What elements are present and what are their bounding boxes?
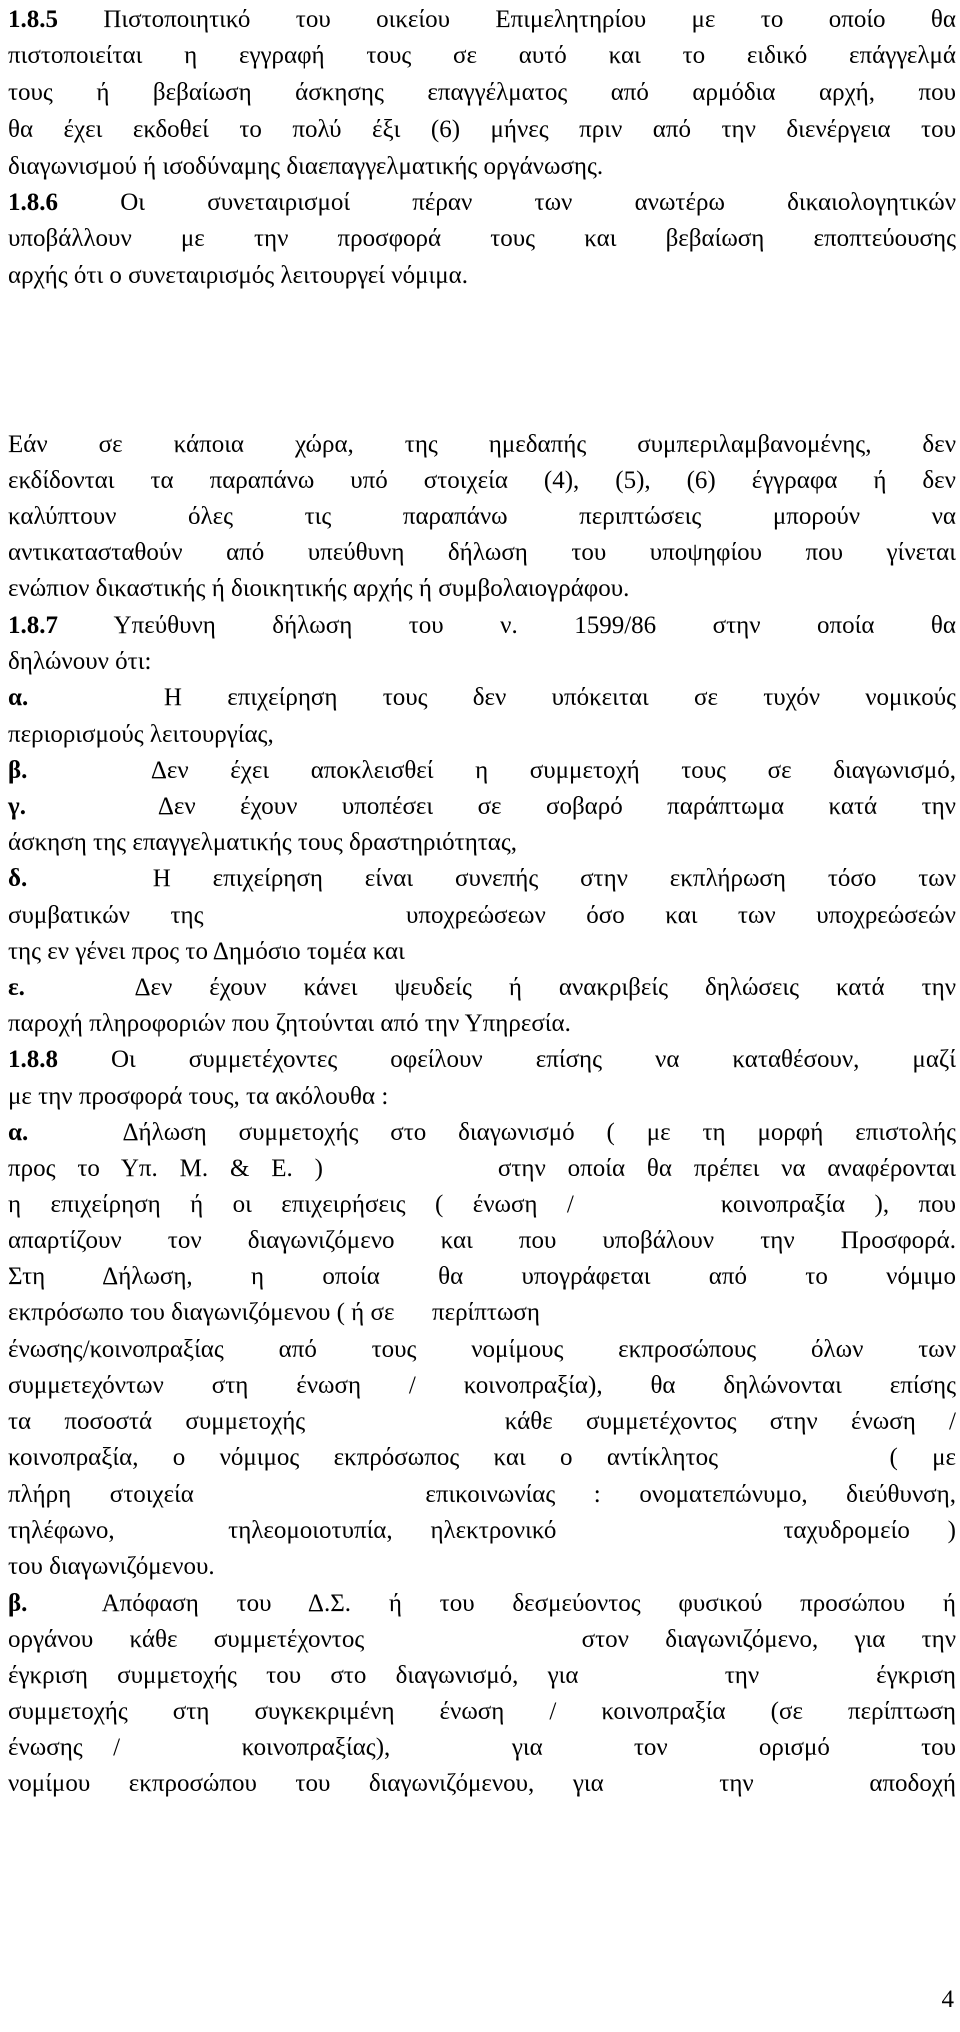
text-line (8, 78, 956, 108)
line-text: Απόφαση του Δ.Σ. ή του δεσμεύοντος φυσικού προσώπου ή (27, 1590, 956, 1617)
line-text: αρχής ότι ο συνεταιρισμός λειτουργεί νόμιμα. (8, 262, 468, 289)
line-text: διαγωνισμού ή ισοδύναμης διαεπαγγελματικής οργάνωσης. (8, 153, 604, 180)
line-text: υποβάλλουν με την προσφορά τους και βεβαίωση εποπτεύουσης (8, 225, 956, 252)
line-text: συμμετεχόντων στη ένωση / κοινοπραξία), θα δηλώνονται επίσης (8, 1372, 956, 1399)
line-text: Οι συνεταιρισμοί πέραν των ανωτέρω δικαιολογητικών (58, 189, 956, 216)
line-text: απαρτίζουν τον διαγωνιζόμενο και που υποβάλουν την Προσφορά. (8, 1227, 956, 1254)
line-text: νομίμου εκπροσώπου του διαγωνιζόμενου, για την αποδοχή (8, 1770, 956, 1797)
item-number: 1.8.5 (8, 6, 58, 33)
line-text: ένωσης / κοινοπραξίας), για τον ορισμό του (8, 1734, 956, 1761)
line-text: έγκριση συμμετοχής του στο διαγωνισμό, για την έγκριση (8, 1662, 956, 1689)
line-text: εκπρόσωπο του διαγωνιζόμενου ( ή σε περίπτωση (8, 1299, 540, 1326)
line-text: Οι συμμετέχοντες οφείλουν επίσης να καταθέσουν, μαζί (58, 1046, 956, 1073)
text-line (8, 1371, 956, 1401)
text-line (8, 41, 956, 71)
text-line (8, 430, 956, 460)
text-line (8, 1661, 956, 1691)
text-line (8, 1407, 956, 1437)
item-number: γ. (8, 793, 26, 820)
text-line (8, 224, 956, 254)
line-text: εκδίδονται τα παραπάνω υπό στοιχεία (4), (5), (6) έγγραφα ή δεν (8, 467, 956, 494)
line-text: άσκηση της επαγγελματικής τους δραστηριότητας, (8, 829, 518, 856)
line-text: της εν γένει προς το Δημόσιο τομέα και (8, 938, 405, 965)
line-text: πιστοποιείται η εγγραφή τους σε αυτό και το ειδικό επάγγελμά (8, 42, 956, 69)
text-line (8, 1154, 956, 1184)
line-text: Η επιχείρηση είναι συνεπής στην εκπλήρωση τόσο των (27, 865, 956, 892)
item-number: α. (8, 684, 29, 711)
text-line (8, 502, 956, 532)
text-line (8, 1589, 956, 1619)
text-line (8, 1082, 956, 1112)
text-line (8, 1190, 956, 1220)
line-text: Δήλωση συμμετοχής στο διαγωνισμό ( με τη μορφή επιστολής (28, 1119, 956, 1146)
line-text: τους ή βεβαίωση άσκησης επαγγέλματος από αρμόδια αρχή, που (8, 79, 956, 106)
text-line (8, 1118, 956, 1148)
text-line (8, 611, 956, 641)
line-text: περιορισμούς λειτουργίας, (8, 721, 274, 748)
line-text: προς το Υπ. Μ. & Ε. ) στην οποία θα πρέπει να αναφέρονται (8, 1155, 956, 1182)
line-text: Πιστοποιητικό του οικείου Επιμελητηρίου με το οποίο θα (58, 6, 956, 33)
text-line (8, 1443, 956, 1473)
text-line (8, 1335, 956, 1365)
line-text: ένωσης/κοινοπραξίας από τους νομίμους εκπροσώπους όλων των (8, 1336, 956, 1363)
line-text: καλύπτουν όλες τις παραπάνω περιπτώσεις μπορούν να (8, 503, 956, 530)
item-number: β. (8, 757, 28, 784)
line-text: ενώπιον δικαστικής ή διοικητικής αρχής ή συμβολαιογράφου. (8, 575, 630, 602)
line-text: Στη Δήλωση, η οποία θα υπογράφεται από το νόμιμο (8, 1263, 956, 1290)
text-line (8, 720, 956, 750)
line-text: με την προσφορά τους, τα ακόλουθα : (8, 1083, 389, 1110)
text-line (8, 5, 956, 35)
line-text: δηλώνουν ότι: (8, 648, 152, 675)
line-text: Δεν έχουν υποπέσει σε σοβαρό παράπτωμα κατά την (25, 793, 956, 820)
text-line (8, 683, 956, 713)
line-text: Η επιχείρηση τους δεν υπόκειται σε τυχόν νομικούς (28, 684, 956, 711)
text-line (8, 1045, 956, 1075)
text-line (8, 973, 956, 1003)
text-line (8, 1480, 956, 1510)
item-number: δ. (8, 865, 28, 892)
item-number: α. (8, 1119, 29, 1146)
text-line (8, 152, 956, 182)
line-text: τα ποσοστά συμμετοχής κάθε συμμετέχοντος στην ένωση / (8, 1408, 956, 1435)
item-number: β. (8, 1590, 28, 1617)
text-line (8, 1625, 956, 1655)
item-number: 1.8.8 (8, 1046, 58, 1073)
line-text: συμβατικών της υποχρεώσεων όσο και των υποχρεώσεών (8, 902, 956, 929)
text-line (8, 1009, 956, 1039)
text-line (8, 1516, 956, 1546)
text-line (8, 756, 956, 786)
line-text: αντικατασταθούν από υπεύθυνη δήλωση του υποψηφίου που γίνεται (8, 539, 956, 566)
line-text: Δεν έχουν κάνει ψευδείς ή ανακριβείς δηλώσεις κατά την (24, 974, 956, 1001)
page-number: 4 (941, 1986, 954, 2013)
text-line (8, 1697, 956, 1727)
text-line (8, 792, 956, 822)
text-line (8, 864, 956, 894)
text-line (8, 466, 956, 496)
item-number: 1.8.7 (8, 612, 58, 639)
text-line (8, 937, 956, 967)
line-text: παροχή πληροφοριών που ζητούνται από την Υπηρεσία. (8, 1010, 571, 1037)
line-text: του διαγωνιζόμενου. (8, 1553, 215, 1580)
line-text: πλήρη στοιχεία επικοινωνίας : ονοματεπώνυμο, διεύθυνση, (8, 1481, 956, 1508)
text-line (8, 1226, 956, 1256)
line-text: κοινοπραξία, ο νόμιμος εκπρόσωπος και ο αντίκλητος ( με (8, 1444, 956, 1471)
line-text: συμμετοχής στη συγκεκριμένη ένωση / κοινοπραξία (σε περίπτωση (8, 1698, 956, 1725)
line-text: τηλέφωνο, τηλεομοιοτυπία, ηλεκτρονικό ταχυδρομείο ) (8, 1517, 956, 1544)
text-line (8, 261, 956, 291)
text-line (8, 574, 956, 604)
text-line (8, 1262, 956, 1292)
line-text: Υπεύθυνη δήλωση του ν. 1599/86 στην οποία θα (58, 612, 956, 639)
line-text: η επιχείρηση ή οι επιχειρήσεις ( ένωση / κοινοπραξία ), που (8, 1191, 956, 1218)
item-number: 1.8.6 (8, 189, 58, 216)
text-line (8, 1769, 956, 1799)
line-text: οργάνου κάθε συμμετέχοντος στον διαγωνιζόμενο, για την (8, 1626, 956, 1653)
line-text: Εάν σε κάποια χώρα, της ημεδαπής συμπεριλαμβανομένης, δεν (8, 431, 956, 458)
text-line (8, 188, 956, 218)
line-text: Δεν έχει αποκλεισθεί η συμμετοχή τους σε διαγωνισμό, (27, 757, 956, 784)
text-line (8, 1552, 956, 1582)
text-line (8, 115, 956, 145)
text-line (8, 538, 956, 568)
line-text: θα έχει εκδοθεί το πολύ έξι (6) μήνες πριν από την διενέργεια του (8, 116, 956, 143)
text-line (8, 647, 956, 677)
item-number: ε. (8, 974, 25, 1001)
text-line (8, 901, 956, 931)
text-line (8, 1733, 956, 1763)
text-line (8, 828, 956, 858)
text-line (8, 1298, 956, 1328)
